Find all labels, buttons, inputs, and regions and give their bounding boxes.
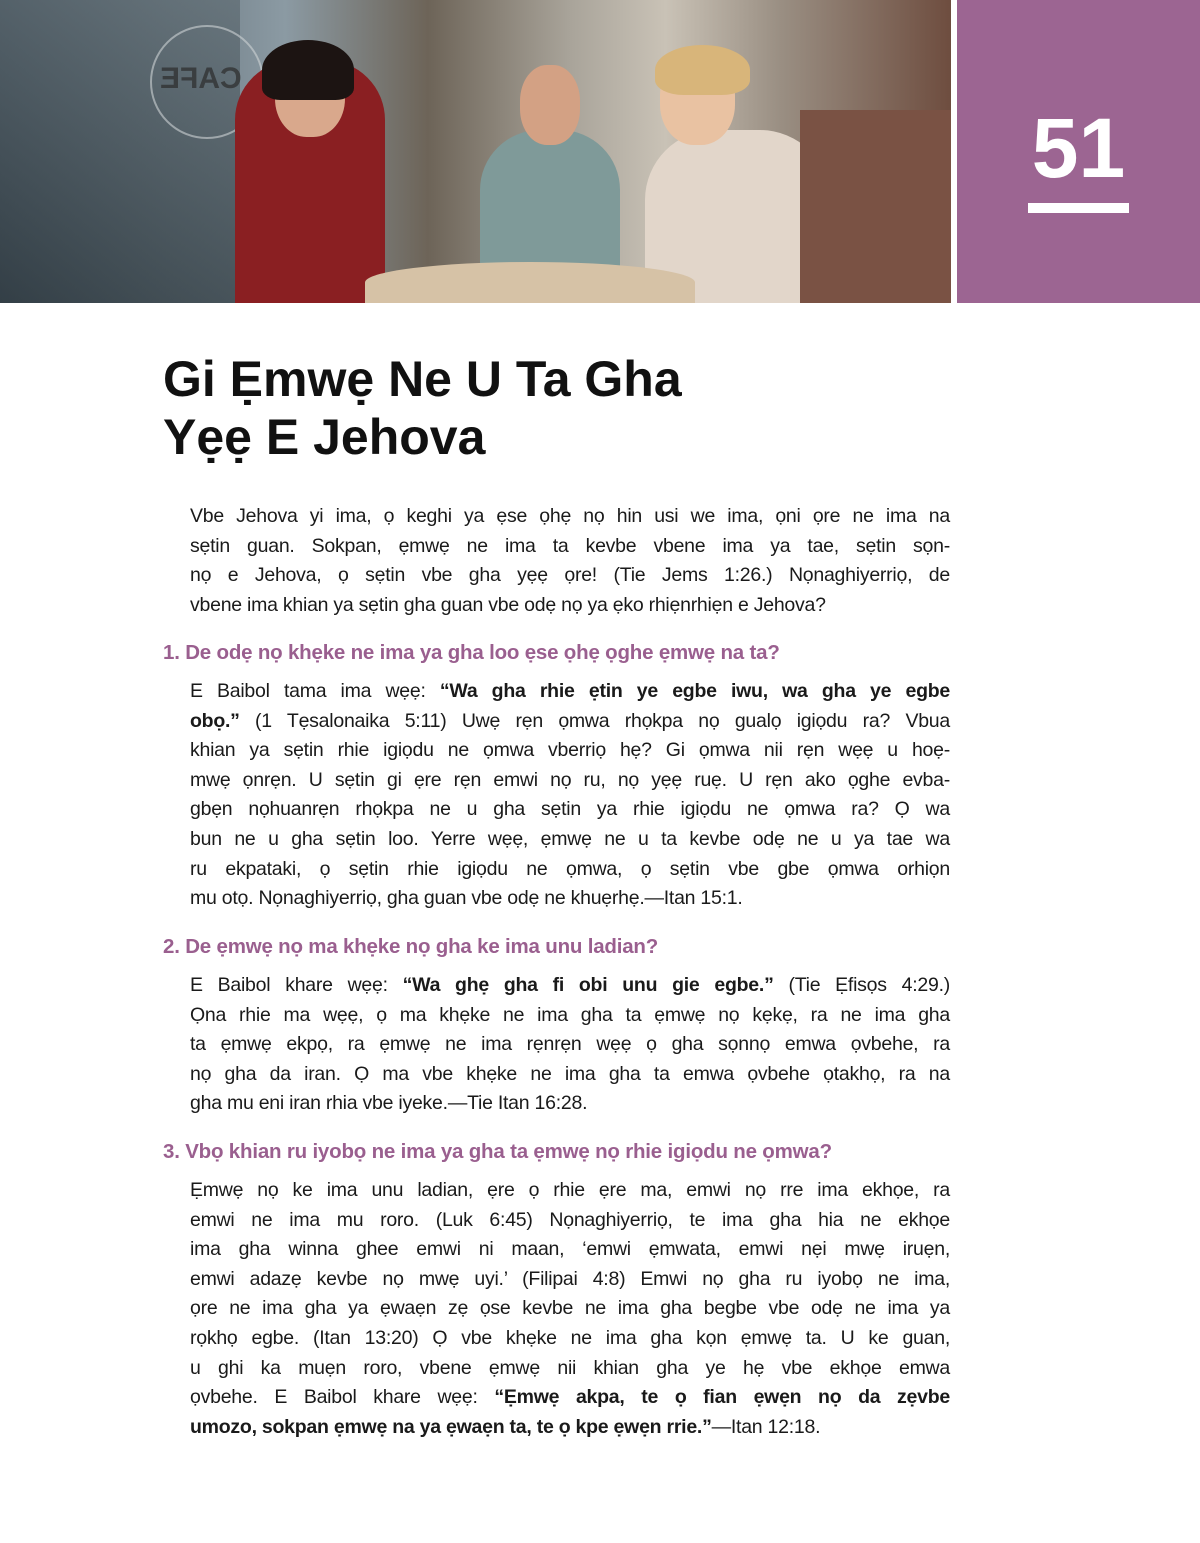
text-segment: E Baibol tama ima wẹẹ: (190, 680, 440, 702)
text-line (190, 1383, 950, 1413)
page-title (163, 350, 682, 466)
lesson-number-underline (1028, 203, 1129, 213)
text-segment: rọkhọ egbe. (Itan 13:20) Ọ vbe khẹke ne ima gha kọn ẹmwẹ ta. U ke guan, (190, 1326, 950, 1349)
text-line (190, 1413, 950, 1443)
text-segment: nọ gha da iran. Ọ ma vbe khẹke ne ima gha ta emwa ọvbehe ọtakhọ, ra na (190, 1062, 950, 1085)
text-segment: (1 Tẹsalonaika 5:11) Uwẹ rẹn ọmwa rhọkpa nọ gualọ igiọdu ra? Vbua (239, 709, 950, 732)
text-segment: —Itan 12:18. (711, 1415, 821, 1438)
text-segment: gbẹn nọhuanrẹn rhọkpa ne u gha sẹtin ya rhie igiọdu ne ọmwa ra? Ọ wa (190, 798, 950, 821)
cafe-sign-text: CAFE (160, 62, 242, 95)
cafe-photo (0, 0, 951, 303)
scripture-quote: “Wa gha rhie ẹtin ye egbe iwu, wa gha ye egbe (439, 680, 950, 702)
text-line (190, 1176, 950, 1206)
scripture-quote: umozo, sokpan ẹmwẹ na ya ẹwaẹn ta, te ọ kpe ẹwẹn rrie.” (190, 1415, 712, 1438)
scripture-quote: obọ.” (190, 709, 240, 732)
text-segment: bun ne u gha sẹtin loo. Yerre wẹẹ, ẹmwẹ ne u ta kevbe odẹ ne u ya tae wa (190, 827, 950, 850)
text-line (190, 532, 950, 562)
answer-3-paragraph (190, 1176, 950, 1442)
lesson-number-box (957, 0, 1200, 303)
text-segment: (Tie Ẹfisọs 4:29.) (773, 974, 951, 996)
text-segment: ọvbehe. E Baibol khare wẹẹ: (190, 1386, 495, 1409)
text-segment: ima gha winna ghee emwi ni maan, ‘emwi ẹmwata, emwi nẹi mwẹ iruẹn, (190, 1238, 950, 1261)
text-line (190, 825, 950, 855)
text-segment: emwi adazẹ kevbe nọ mwẹ uyi.’ (Filipai 4:8) Emwi nọ gha ru iyobọ ne ima, (190, 1267, 950, 1290)
person-green-blouse (480, 130, 620, 270)
text-segment: nọ e Jehova, ọ sẹtin vbe gha yẹẹ ọre! (Tie Jems 1:26.) Nọnaghiyerriọ, de (190, 564, 950, 587)
text-segment: vbene ima khian ya sẹtin gha guan vbe odẹ nọ ya ẹko rhiẹnrhiẹn e Jehova? (190, 593, 826, 616)
question-1-heading: 1. De odẹ nọ khẹke ne ima ya gha loo ẹse ọhẹ ọghe ẹmwẹ na ta? (163, 641, 780, 664)
text-line (190, 1324, 950, 1354)
text-line (190, 1089, 950, 1119)
text-segment: ru ekpataki, ọ sẹtin rhie igiọdu ne ọmwa, ọ sẹtin vbe gbe ọmwa orhiọn (190, 857, 950, 880)
question-2-heading: 2. De ẹmwẹ nọ ma khẹke nọ gha ke ima unu ladian? (163, 935, 659, 958)
text-segment: ọre ne ima gha ya ẹwaẹn zẹ ọse kevbe ne ima gha begbe vbe odẹ ne ima ya (190, 1297, 950, 1320)
booth-seat (800, 110, 951, 303)
text-line (190, 707, 950, 737)
text-line (190, 1206, 950, 1236)
text-line (190, 1265, 950, 1295)
text-line (190, 766, 950, 796)
text-segment: E Baibol khare wẹẹ: (190, 974, 403, 996)
text-segment: Vbe Jehova yi ima, ọ keghi ya ẹse ọhẹ nọ hin usi we ima, ọni ọre ne ima na (190, 505, 950, 527)
text-segment: gha mu eni iran rhia vbe iyeke.—Tie Itan 16:28. (190, 1092, 588, 1115)
text-line (190, 1060, 950, 1090)
text-line (190, 884, 950, 914)
answer-1-paragraph (190, 677, 950, 914)
text-segment: Ọna rhie ma wẹẹ, ọ ma khẹke ne ima gha ta ẹmwẹ nọ kẹkẹ, ra ne ima gha (190, 1003, 950, 1026)
text-line (190, 1030, 950, 1060)
text-line (190, 1354, 950, 1384)
text-line (190, 736, 950, 766)
text-line (190, 677, 950, 707)
text-segment: mu otọ. Nọnaghiyerriọ, gha guan vbe odẹ ne khuẹrhẹ.—Itan 15:1. (190, 887, 743, 910)
text-line (190, 1294, 950, 1324)
text-segment: khian ya sẹtin rhie igiọdu ne ọmwa vberriọ hẹ? Gi ọmwa nii rẹn wẹẹ u hoẹ- (190, 739, 950, 762)
scripture-quote: “Wa ghẹ gha fi obi unu gie egbe.” (402, 974, 774, 996)
text-segment: Ẹmwẹ nọ ke ima unu ladian, ẹre ọ rhie ẹre ma, emwi nọ rre ima ekhọe, ra (190, 1179, 950, 1201)
text-line (190, 502, 950, 532)
lesson-number: 51 (1031, 101, 1126, 195)
answer-2-paragraph (190, 971, 950, 1119)
question-3-heading: 3. Vbọ khian ru iyobọ ne ima ya gha ta ẹmwẹ nọ rhie igiọdu ne ọmwa? (163, 1140, 832, 1163)
text-line (190, 971, 950, 1001)
text-line (190, 1235, 950, 1265)
title-line-2: Yẹẹ E Jehova (163, 409, 486, 465)
text-line (190, 561, 950, 591)
text-segment: ta ẹmwẹ ekpọ, ra ẹmwẹ ne ima rẹnrẹn wẹẹ ọ gha sọnnọ emwa ọvbehe, ra (190, 1033, 950, 1056)
text-line (190, 1001, 950, 1031)
text-segment: u ghi ka muẹn roro, vbene ẹmwẹ nii khian gha ye hẹ vbe ekhọe emwa (190, 1356, 950, 1379)
text-segment: sẹtin guan. Sokpan, ẹmwẹ ne ima ta kevbe vbene ima ya tae, sẹtin sọn- (190, 534, 950, 557)
text-segment: mwẹ ọnrẹn. U sẹtin gi ẹre rẹn emwi nọ ru, nọ yẹẹ ruẹ. U rẹn ako ọghe evba- (190, 768, 950, 791)
text-segment: emwi ne ima mu roro. (Luk 6:45) Nọnaghiyerriọ, te ima gha hia ne ekhọe (190, 1208, 950, 1231)
intro-paragraph (190, 502, 950, 620)
text-line (190, 795, 950, 825)
text-line (190, 591, 950, 621)
cafe-table (365, 262, 695, 303)
scripture-quote: “Ẹmwẹ akpa, te ọ fian ẹwẹn nọ da zẹvbe (494, 1386, 950, 1409)
title-line-1: Gi Ẹmwẹ Ne U Ta Gha (163, 351, 682, 407)
text-line (190, 855, 950, 885)
